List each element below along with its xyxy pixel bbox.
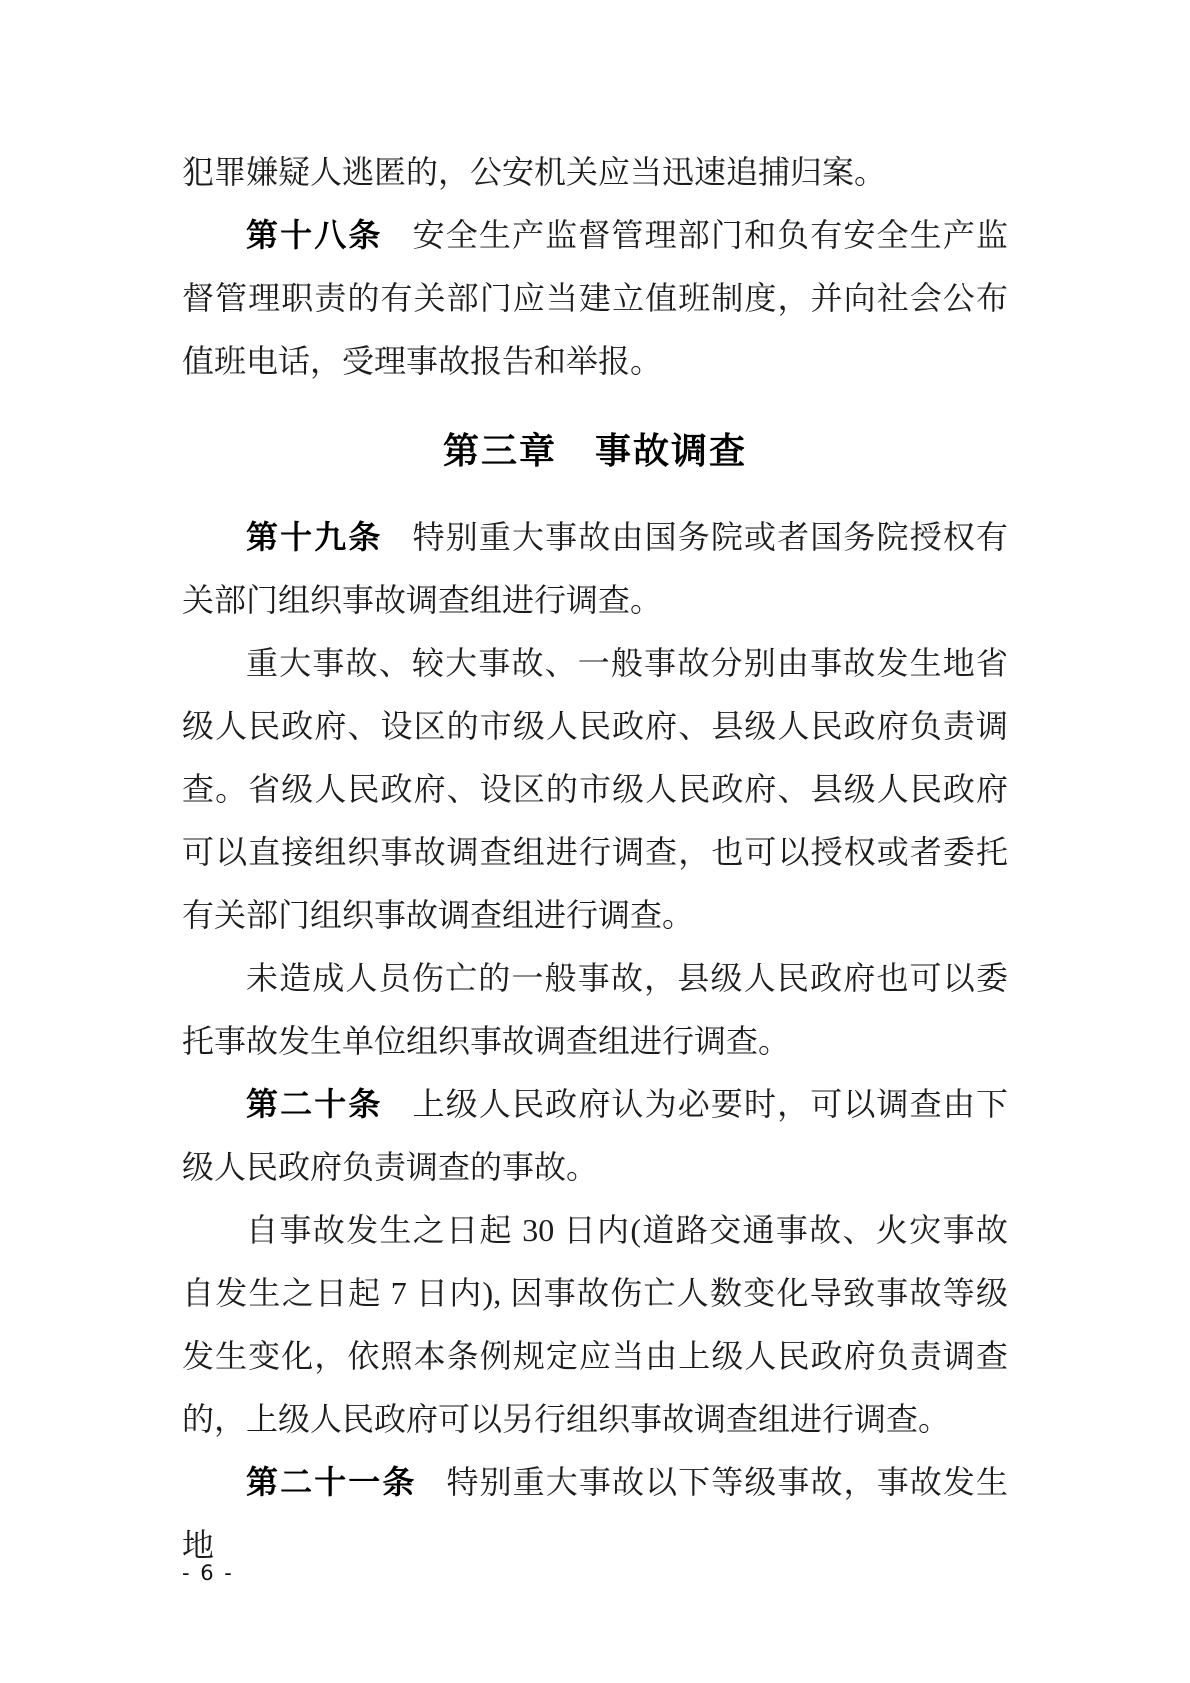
paragraph-article-20 [182,1073,1008,1199]
paragraph [182,947,1008,1073]
article-number: 第二十条 [246,1086,383,1122]
paragraph-article-19 [182,506,1008,632]
paragraph [182,141,1008,204]
article-number: 第十九条 [246,519,383,555]
paragraph-text: 重大事故、较大事故、一般事故分别由事故发生地省级人民政府、设区的市级人民政府、县级人民政府负责调查。省级人民政府、设区的市级人民政府、县级人民政府可以直接组织事故调查组进行调查，也可以授权或者委托有关部门组织事故调查组进行调查。 [182,645,1008,933]
article-number: 第十八条 [246,217,383,253]
paragraph-text: 自事故发生之日起 30 日内(道路交通事故、火灾事故自发生之日起 7 日内), 因事故伤亡人数变化导致事故等级发生变化，依照本条例规定应当由上级人民政府负责调查的，上级人民政府可以另行组织事故调查组进行调查。 [182,1212,1008,1437]
paragraph [182,1199,1008,1451]
paragraph-text: 未造成人员伤亡的一般事故，县级人民政府也可以委托事故发生单位组织事故调查组进行调查。 [182,960,1008,1059]
paragraph-text: 安全生产监督管理部门和负有安全生产监督管理职责的有关部门应当建立值班制度，并向社会公布值班电话，受理事故报告和举报。 [182,217,1008,379]
paragraph-article-18 [182,204,1008,393]
paragraph-article-21 [182,1451,1008,1577]
footer-page-number: - 6 - [182,1561,234,1585]
article-number: 第二十一条 [246,1464,417,1500]
paragraph-text: 犯罪嫌疑人逃匿的，公安机关应当迅速追捕归案。 [182,154,887,190]
paragraph-text: 上级人民政府认为必要时，可以调查由下级人民政府负责调查的事故。 [182,1086,1008,1185]
paragraph-text: 特别重大事故由国务院或者国务院授权有关部门组织事故调查组进行调查。 [182,519,1008,618]
chapter-heading: 第三章 事故调查 [442,430,747,471]
document-body [182,141,1008,1577]
paragraph-text: 特别重大事故以下等级事故，事故发生地 [182,1464,1008,1563]
paragraph [182,632,1008,947]
